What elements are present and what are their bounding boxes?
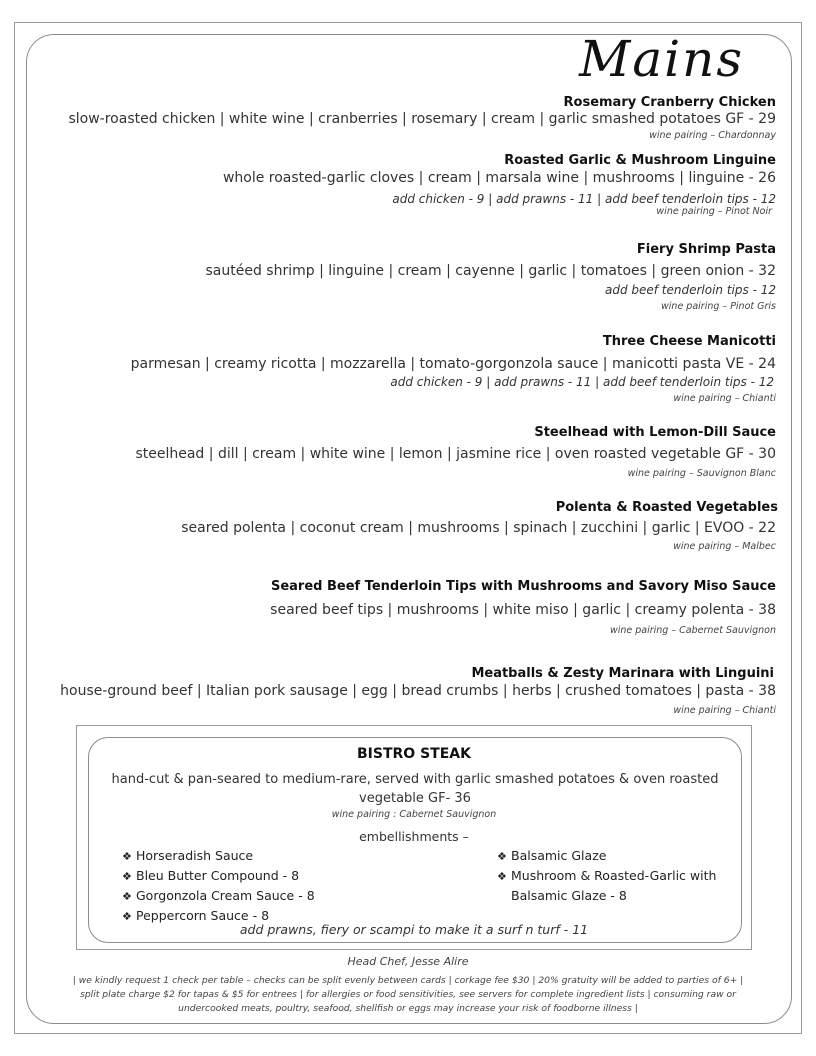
wine-pairing: wine pairing – Chardonnay xyxy=(649,130,776,141)
bistro-description: hand-cut & pan-seared to medium-rare, served with garlic smashed potatoes & oven roasted vegetable GF- 36 xyxy=(111,772,719,806)
box-top-line xyxy=(76,725,752,726)
sauce-item-continued: Balsamic Glaze - 8 xyxy=(511,888,627,903)
dish-name: Polenta & Roasted Vegetables xyxy=(555,500,778,515)
dish-addons: add chicken - 9 | add prawns - 11 | add beef tenderloin tips - 12 xyxy=(392,192,776,206)
wine-pairing: wine pairing – Pinot Gris xyxy=(661,301,776,312)
dish-description: whole roasted-garlic cloves | cream | marsala wine | mushrooms | linguine - 26 xyxy=(222,170,776,186)
footer-policies: | we kindly request 1 check per table – checks can be split evenly between cards | corkage fee $30 | 20% gratuity will be added to parties of 6+ | split plate charge $2 for tapas & $5 for entrees | for allergies or food sensitivities, see servers for complete ingredient lists | consuming raw or undercooked meats, poultry, seafood, shellfish or eggs may increase your risk of foodborne illness | xyxy=(72,975,744,1014)
dish-name: Roasted Garlic & Mushroom Linguine xyxy=(504,153,776,168)
diamond-bullet-icon: ❖ xyxy=(122,870,132,883)
dish-description-row xyxy=(20,682,776,718)
sauce-list-left xyxy=(122,846,315,926)
head-chef: Head Chef, Jesse Alire xyxy=(347,955,469,968)
dish-description: steelhead | dill | cream | white wine | lemon | jasmine rice | oven roasted vegetable GF - 30 xyxy=(135,446,776,462)
wine-pairing: wine pairing – Sauvignon Blanc xyxy=(627,468,776,479)
dish-item xyxy=(60,665,776,682)
dish-addons: add beef tenderloin tips - 12 xyxy=(604,283,776,297)
wine-pairing: wine pairing – Chianti xyxy=(673,705,776,716)
sauce-item: ❖ Gorgonzola Cream Sauce - 8 xyxy=(122,886,315,906)
dish-description: seared beef tips | mushrooms | white miso | garlic | creamy polenta - 38 xyxy=(270,602,776,618)
sauce-item: ❖ Horseradish Sauce xyxy=(122,846,315,866)
dish-name: Steelhead with Lemon-Dill Sauce xyxy=(534,425,776,440)
dish-description: seared polenta | coconut cream | mushrooms | spinach | zucchini | garlic | EVOO - 22 xyxy=(181,520,776,536)
dish-name: Fiery Shrimp Pasta xyxy=(636,242,776,257)
dish-item xyxy=(60,333,776,406)
wine-pairing: wine pairing – Cabernet Sauvignon xyxy=(609,625,776,636)
wine-pairing: wine pairing – Malbec xyxy=(673,541,776,552)
sauce-item: ❖ Bleu Butter Compound - 8 xyxy=(122,866,315,886)
dish-item xyxy=(60,241,776,314)
dish-name: Rosemary Cranberry Chicken xyxy=(563,95,776,110)
dish-name: Three Cheese Manicotti xyxy=(602,334,776,349)
dish-description: slow-roasted chicken | white wine | cranberries | rosemary | cream | garlic smashed potatoes GF - 29 xyxy=(68,111,776,127)
diamond-bullet-icon: ❖ xyxy=(497,870,507,883)
dish-description-row xyxy=(20,110,776,143)
frame-left-line xyxy=(14,22,15,1034)
dish-name: Seared Beef Tenderloin Tips with Mushrooms and Savory Miso Sauce xyxy=(270,579,776,594)
bistro-wine-pairing: wine pairing : Cabernet Sauvignon xyxy=(331,809,497,820)
dish-item xyxy=(60,578,776,638)
surf-n-turf-addon: add prawns, fiery or scampi to make it a surf n turf - 11 xyxy=(239,922,589,937)
dish-description: sautéed shrimp | linguine | cream | cayenne | garlic | tomatoes | green onion - 32 xyxy=(205,263,776,279)
dish-description: parmesan | creamy ricotta | mozzarella | tomato-gorgonzola sauce | manicotti pasta VE - 24 xyxy=(130,356,776,372)
wine-pairing: wine pairing – Chianti xyxy=(673,393,776,404)
dish-item xyxy=(60,499,776,554)
dish-name: Meatballs & Zesty Marinara with Linguini xyxy=(471,666,774,681)
sauce-item: ❖ Mushroom & Roasted-Garlic with xyxy=(497,866,716,886)
dish-item xyxy=(60,152,776,219)
sauce-list-right xyxy=(497,846,716,905)
box-bottom-line xyxy=(76,949,752,950)
bistro-title: BISTRO STEAK xyxy=(357,746,471,762)
dish-addons: add chicken - 9 | add prawns - 11 | add beef tenderloin tips - 12 xyxy=(390,375,774,389)
wine-pairing: wine pairing – Pinot Noir xyxy=(656,206,772,217)
sauce-item: ❖ Balsamic Glaze xyxy=(497,846,716,866)
diamond-bullet-icon: ❖ xyxy=(497,850,507,863)
diamond-bullet-icon: ❖ xyxy=(122,850,132,863)
frame-bottom-line xyxy=(14,1033,802,1034)
dish-item xyxy=(60,94,776,111)
diamond-bullet-icon: ❖ xyxy=(122,910,132,923)
dish-description: house-ground beef | Italian pork sausage | egg | bread crumbs | herbs | crushed tomatoes | pasta - 38 xyxy=(60,683,776,699)
frame-top-line xyxy=(14,22,802,23)
page-title: Mains xyxy=(579,30,744,88)
embellishments-label: embellishments – xyxy=(359,829,469,844)
dish-item xyxy=(60,424,776,481)
sauce-item: ❖ Peppercorn Sauce - 8 xyxy=(122,906,315,926)
diamond-bullet-icon: ❖ xyxy=(122,890,132,903)
frame-right-line xyxy=(801,22,802,1034)
